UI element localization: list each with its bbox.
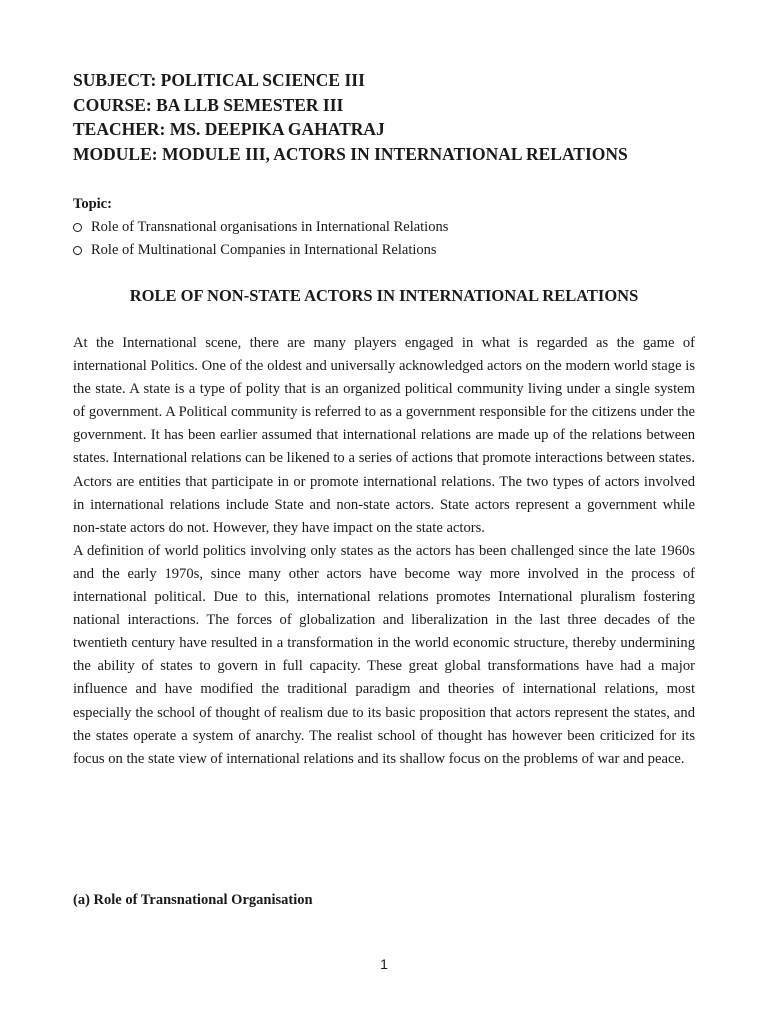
topic-list xyxy=(73,216,693,262)
body-paragraph: At the International scene, there are many players engaged in what is regarded as the game of international Politics. One of the oldest and universally acknowledged actors on the modern world stage is the state. A state is a type of polity that is an organized political community living under a single system of government. A Political community is referred to as a government responsible for the citizens under the government. It has been earlier assumed that international relations are made up of the relations between states. International relations can be likened to a series of actions that promote interactions between states. Actors are entities that participate in or promote international relations. The two types of actors involved in international relations include State and non-state actors. State actors represent a government while non-state actors do not. However, they have impact on the state actors. xyxy=(73,335,695,536)
topic-list-item xyxy=(73,216,693,239)
document-header xyxy=(73,68,713,166)
body-text xyxy=(73,332,695,771)
topic-section xyxy=(73,194,693,262)
sub-heading: (a) Role of Transnational Organisation xyxy=(73,892,313,908)
hollow-circle-bullet-icon xyxy=(73,246,82,255)
body-paragraph: A definition of world politics involving only states as the actors has been challenged since the late 1960s and the early 1970s, since many other actors have become way more involved in the process of international political. Due to this, international relations promotes International pluralism fostering national interactions. The forces of globalization and liberalization in the last three decades of the twentieth century have resulted in a transformation in the world economic structure, thereby undermining the ability of states to govern in full capacity. These great global transformations have had a major influence and have modified the traditional paradigm and theories of international relations, most especially the school of thought of realism due to its basic proposition that actors represent the states, and the states operate a system of anarchy. The realist school of thought has however been criticized for its focus on the state view of international relations and its shallow focus on the problems of war and peace. xyxy=(73,542,695,767)
teacher-line: TEACHER: MS. DEEPIKA GAHATRAJ xyxy=(73,119,385,139)
hollow-circle-bullet-icon xyxy=(73,223,82,232)
page-number: 1 xyxy=(380,956,388,972)
course-line: COURSE: BA LLB SEMESTER III xyxy=(73,94,344,115)
topic-list-item xyxy=(73,239,693,262)
subject-line: SUBJECT: POLITICAL SCIENCE III xyxy=(73,70,365,90)
topic-label: Topic: xyxy=(73,196,112,212)
section-heading: ROLE OF NON-STATE ACTORS IN INTERNATIONAL RELATIONS xyxy=(129,286,639,305)
topic-item-text: Role of Multinational Companies in International Relations xyxy=(91,242,437,258)
module-line: MODULE: MODULE III, ACTORS IN INTERNATIONAL RELATIONS xyxy=(73,143,628,164)
topic-item-text: Role of Transnational organisations in International Relations xyxy=(91,219,449,235)
